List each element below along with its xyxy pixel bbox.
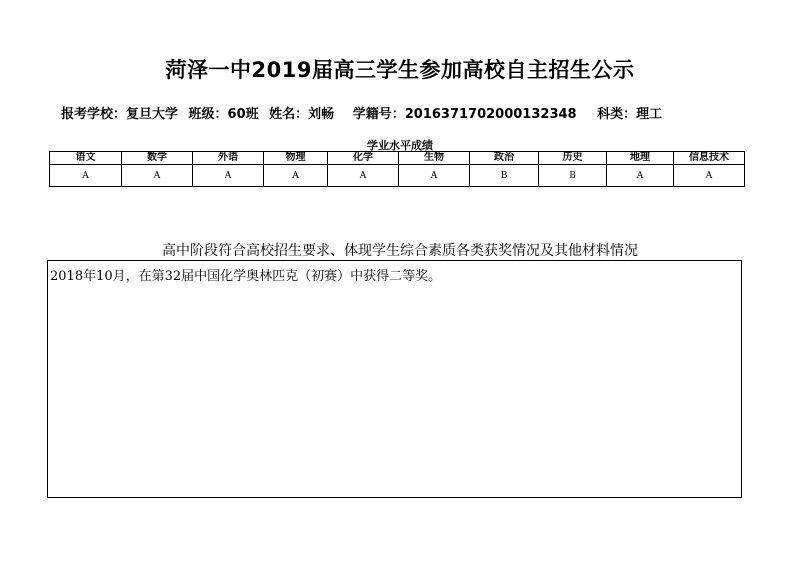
grade-cell: A xyxy=(50,165,122,187)
subject-header: 外语 xyxy=(193,152,264,165)
subject-header: 化学 xyxy=(328,152,399,165)
subject-header: 地理 xyxy=(607,152,674,165)
grades-header-row xyxy=(50,152,745,165)
grades-section-title: 学业水平成绩 xyxy=(367,139,433,152)
grade-cell: B xyxy=(470,165,539,187)
subject-header: 物理 xyxy=(264,152,328,165)
grade-cell: A xyxy=(122,165,193,187)
grade-cell: A xyxy=(193,165,264,187)
awards-section-title: 高中阶段符合高校招生要求、体现学生综合素质各类获奖情况及其他材料情况 xyxy=(162,243,638,259)
grades-value-row xyxy=(50,165,745,187)
grade-cell: A xyxy=(399,165,470,187)
track-field: 科类：理工 xyxy=(597,107,663,122)
grade-cell: A xyxy=(264,165,328,187)
student-id-field: 学籍号：2016371702000132348 xyxy=(352,107,577,122)
subject-header: 语文 xyxy=(50,152,122,165)
student-info xyxy=(61,103,668,122)
name-field: 姓名：刘畅 xyxy=(269,107,335,122)
subject-header: 生物 xyxy=(399,152,470,165)
subject-header: 信息技术 xyxy=(674,152,745,165)
school-field: 报考学校：复旦大学 xyxy=(61,107,179,122)
page-title: 菏泽一中2019届高三学生参加高校自主招生公示 xyxy=(165,58,635,82)
grade-cell: A xyxy=(674,165,745,187)
subject-header: 政治 xyxy=(470,152,539,165)
grade-cell: A xyxy=(607,165,674,187)
grade-cell: A xyxy=(328,165,399,187)
award-entry: 2018年10月，在第32届中国化学奥林匹克（初赛）中获得二等奖。 xyxy=(50,269,442,284)
subject-header: 历史 xyxy=(539,152,607,165)
grade-cell: B xyxy=(539,165,607,187)
subject-header: 数学 xyxy=(122,152,193,165)
awards-box xyxy=(47,260,742,498)
grades-table xyxy=(49,151,745,187)
class-field: 班级：60班 xyxy=(188,107,259,122)
